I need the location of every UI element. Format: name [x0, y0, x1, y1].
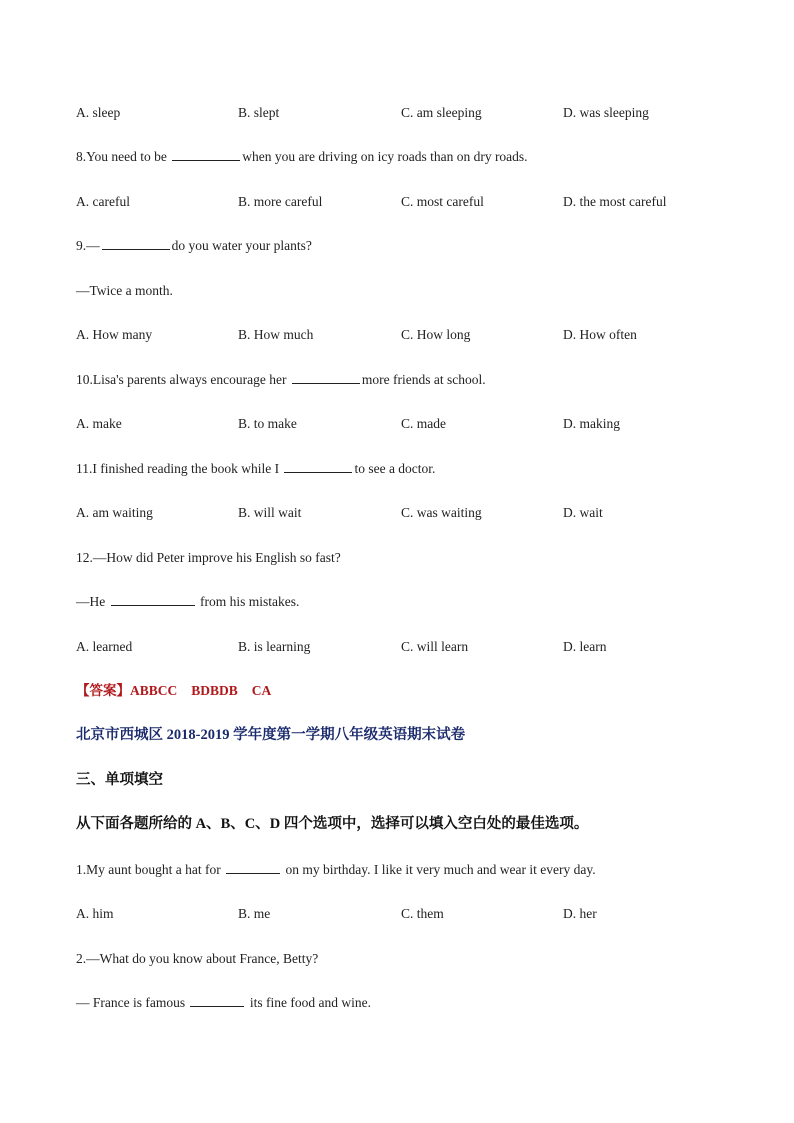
q8-option-b: B. more careful: [238, 194, 323, 209]
q7-option-d: D. was sleeping: [563, 105, 649, 120]
s1-option-b: B. me: [238, 906, 271, 921]
q10-option-d: D. making: [563, 416, 620, 431]
q8-option-a: A. careful: [76, 194, 130, 209]
q11-option-b: B. will wait: [238, 505, 302, 520]
q9-option-c: C. How long: [401, 327, 471, 342]
section-instruction: 从下面各题所给的 A、B、C、D 四个选项中，选择可以填入空白处的最佳选项。: [76, 816, 589, 832]
q8-question: [76, 148, 528, 166]
q9-text-after: do you water your plants?: [171, 238, 312, 253]
q10-option-a: A. make: [76, 416, 122, 431]
q9-option-b: B. How much: [238, 327, 314, 342]
q7-option-c: C. am sleeping: [401, 105, 482, 120]
q10-question: [76, 371, 486, 389]
q12-option-b: B. is learning: [238, 639, 311, 654]
q11-option-c: C. was waiting: [401, 505, 482, 520]
answer-key: [76, 682, 271, 700]
q9-option-a: A. How many: [76, 327, 153, 342]
q12-question: 12.—How did Peter improve his English so fast?: [76, 550, 341, 565]
q11-question: [76, 460, 435, 478]
q8-option-c: C. most careful: [401, 194, 484, 209]
answer-blank: [190, 994, 244, 1007]
answer-blank: [292, 371, 360, 384]
q8-text-before: 8.You need to be: [76, 149, 171, 164]
q9-reply: —Twice a month.: [76, 283, 173, 298]
answer-blank: [111, 593, 195, 606]
s1-question: [76, 861, 596, 879]
q8-text-after: when you are driving on icy roads than on dry roads.: [242, 149, 528, 164]
s2-reply: [76, 994, 371, 1012]
q7-option-b: B. slept: [238, 105, 280, 120]
answer-blank: [102, 237, 170, 250]
q8-option-d: D. the most careful: [563, 194, 667, 209]
q11-option-d: D. wait: [563, 505, 603, 520]
q12-option-c: C. will learn: [401, 639, 469, 654]
answer-blank: [284, 460, 352, 473]
s2-question: 2.—What do you know about France, Betty?: [76, 951, 319, 966]
q11-text-after: to see a doctor.: [354, 461, 436, 476]
answer-group-2: BDBDB: [191, 683, 238, 698]
q12-reply-before: —He: [76, 594, 109, 609]
q9-question: [76, 237, 312, 255]
q12-reply: [76, 593, 299, 611]
q12-option-d: D. learn: [563, 639, 607, 654]
q12-option-a: A. learned: [76, 639, 133, 654]
s1-text-after: on my birthday. I like it very much and wear it every day.: [282, 862, 596, 877]
answer-group-3: CA: [251, 683, 272, 698]
q10-option-b: B. to make: [238, 416, 297, 431]
s1-option-a: A. him: [76, 906, 114, 921]
s2-reply-before: — France is famous: [76, 995, 189, 1010]
q9-option-d: D. How often: [563, 327, 637, 342]
exam-title: 北京市西城区 2018-2019 学年度第一学期八年级英语期末试卷: [76, 727, 466, 743]
q10-option-c: C. made: [401, 416, 446, 431]
q11-text-before: 11.I finished reading the book while I: [76, 461, 283, 476]
answer-label: 【答案】: [76, 683, 130, 698]
q10-text-after: more friends at school.: [361, 372, 486, 387]
s1-text-before: 1.My aunt bought a hat for: [76, 862, 225, 877]
answer-group-1: ABBCC: [130, 683, 178, 698]
s1-option-c: C. them: [401, 906, 444, 921]
q12-reply-after: from his mistakes.: [196, 594, 300, 609]
answer-blank: [226, 861, 280, 874]
q7-option-a: A. sleep: [76, 105, 121, 120]
answer-blank: [172, 148, 240, 161]
s2-reply-after: its fine food and wine.: [246, 995, 371, 1010]
q10-text-before: 10.Lisa's parents always encourage her: [76, 372, 290, 387]
section-title: 三、单项填空: [76, 772, 163, 788]
q11-option-a: A. am waiting: [76, 505, 153, 520]
q9-text-before: 9.—: [76, 238, 100, 253]
s1-option-d: D. her: [563, 906, 597, 921]
